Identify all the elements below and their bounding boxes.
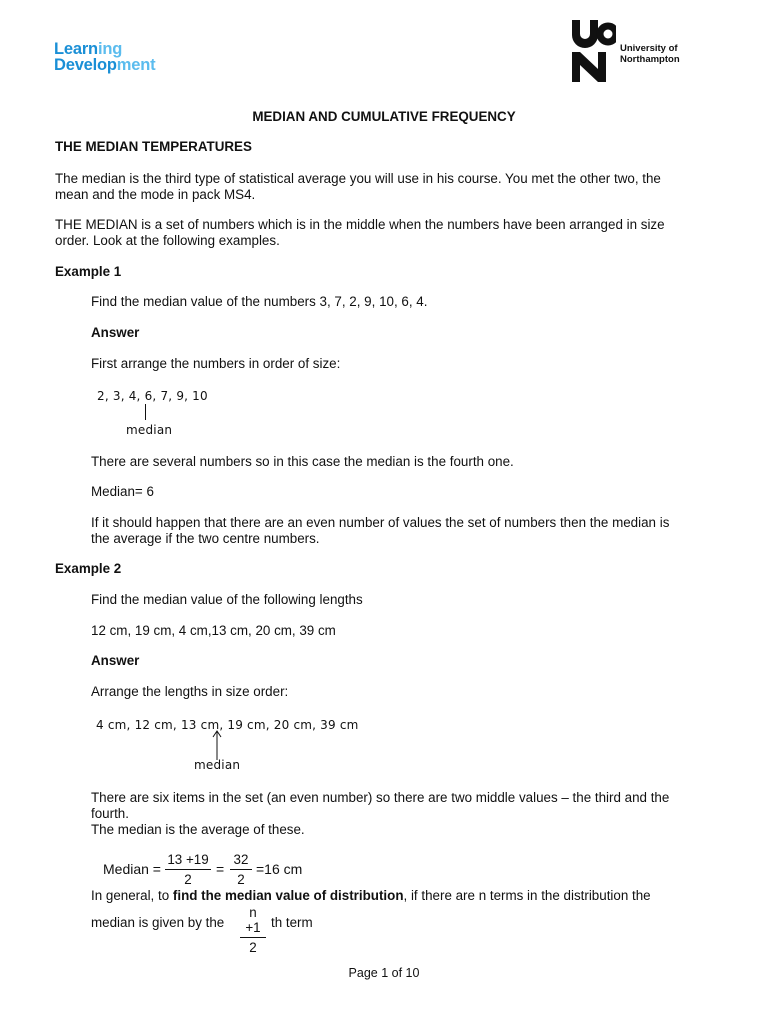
- formula-result: =16 cm: [256, 861, 303, 877]
- uon-logo-text: University of Northampton: [620, 43, 680, 65]
- formula-fraction-1: 13 +19 2: [165, 852, 211, 887]
- formula-lhs: Median =: [103, 861, 161, 877]
- nth-term-suffix: th term: [271, 915, 313, 930]
- formula-fraction-2: 32 2: [230, 852, 252, 887]
- sorted-numbers: 2, 3, 4, 6, 7, 9, 10: [97, 389, 208, 403]
- example-2-explanation: There are six items in the set (an even number) so there are two middle values – the third and the fourth. The median is the average of these.: [91, 790, 670, 837]
- example-1-explanation: There are several numbers so in this case the median is the fourth one.: [91, 454, 514, 469]
- example-2-heading: Example 2: [55, 561, 122, 576]
- median-label-1: median: [126, 423, 173, 437]
- example-1-answer-label: Answer: [91, 325, 140, 340]
- nth-term-fraction: n +1 2: [240, 905, 266, 955]
- example-1-note: If it should happen that there are an even number of values the set of numbers then the median is the average if the two centre numbers.: [91, 515, 670, 546]
- document-title: MEDIAN AND CUMULATIVE FREQUENCY: [252, 109, 516, 124]
- section-heading: THE MEDIAN TEMPERATURES: [55, 139, 252, 154]
- example-2-answer-label: Answer: [91, 653, 140, 668]
- example-1-heading: Example 1: [55, 264, 122, 279]
- general-statement: In general, to find the median value of distribution, if there are n terms in the distribution the: [91, 888, 651, 903]
- intro-paragraph-1: The median is the third type of statistical average you will use in his course. You met the other two, the mean and the mode in pack MS4.: [55, 171, 661, 202]
- formula-equals: =: [216, 861, 225, 877]
- example-1-result: Median= 6: [91, 484, 154, 499]
- example-1-question: Find the median value of the numbers 3, 7, 2, 9, 10, 6, 4.: [91, 294, 428, 309]
- example-2-step: Arrange the lengths in size order:: [91, 684, 289, 699]
- median-label-2: median: [194, 758, 241, 772]
- sorted-lengths: 4 cm, 12 cm, 13 cm, 19 cm, 20 cm, 39 cm: [96, 718, 359, 732]
- page-number: Page 1 of 10: [348, 966, 420, 980]
- uon-logo-mark: [572, 20, 616, 82]
- median-pointer-line: [145, 404, 146, 420]
- intro-paragraph-2: THE MEDIAN is a set of numbers which is in the middle when the numbers have been arranged in size order. Look at the following examples.: [55, 217, 665, 248]
- example-2-lengths: 12 cm, 19 cm, 4 cm,13 cm, 20 cm, 39 cm: [91, 623, 336, 638]
- median-given-by: median is given by the: [91, 915, 225, 930]
- median-formula: [103, 853, 343, 893]
- example-2-question: Find the median value of the following lengths: [91, 592, 363, 607]
- learning-development-logo: Learning Development: [54, 40, 156, 74]
- median-arrow: [211, 730, 223, 760]
- example-1-step: First arrange the numbers in order of size:: [91, 356, 341, 371]
